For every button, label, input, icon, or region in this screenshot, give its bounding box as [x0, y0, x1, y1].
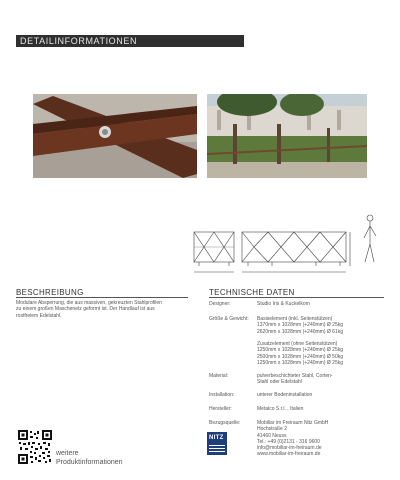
bezugsquelle-line: Mobiliar im Freiraum Nitz GmbH: [257, 420, 329, 426]
designer-value: [257, 301, 310, 307]
groesse-line: 1250mm x 1028mm (+240mm) Ø 25kg: [257, 360, 344, 367]
groesse-line: 1250mm x 1028mm (+240mm) Ø 25kg: [257, 347, 344, 354]
material-label: Material:: [209, 373, 229, 379]
barrier-dimension-drawing: [190, 208, 390, 288]
designer-line: Studio Iris & Kuckelkorn: [257, 301, 311, 307]
bezugsquelle-label: Bezugsquelle:: [209, 420, 241, 426]
beschreibung-line: rostfreiem Edelstahl.: [16, 312, 62, 319]
bezugsquelle-value: [257, 420, 328, 458]
beschreibung-line: Modulare Absperrung, die aus massiven, gekreuzten Stahlprofilen: [16, 300, 162, 306]
more-line-2: Produktinformationen: [56, 459, 123, 466]
nitz-logo: [207, 432, 227, 455]
groesse-label: Größe & Gewicht:: [209, 316, 249, 322]
groesse-line: Zusatzelement (ohne Seitenstützen): [257, 341, 338, 348]
groesse-value: [257, 316, 343, 366]
bezugsquelle-line: Tel.: +49 (0)2131 - 316 9600: [257, 438, 320, 445]
detail-photo-graphic: [33, 94, 197, 178]
material-line: Stahl oder Edelstahl: [257, 379, 302, 386]
beschreibung-title: BESCHREIBUNG: [16, 288, 84, 297]
material-value: [257, 373, 333, 386]
nitz-logo-text: NITZ: [209, 435, 224, 441]
groesse-line: Basiselement (inkl. Seitenstützen): [257, 316, 333, 322]
material-line: pulverbeschichteter Stahl, Corten-: [257, 373, 333, 379]
more-product-info-link[interactable]: [56, 449, 123, 467]
logo-stripe: [209, 451, 225, 452]
detail-photo-crossing-bars: [33, 94, 197, 178]
beschreibung-rule: [16, 297, 188, 298]
section-header-title: DETAILINFORMATIONEN: [20, 36, 138, 46]
logo-stripe: [209, 445, 225, 446]
bezugsquelle-line: Hochstraße 2: [257, 426, 288, 433]
installation-line: unterer Bodeninstallation: [257, 392, 313, 398]
bezugsquelle-line: 41460 Neuss: [257, 432, 287, 439]
technische-daten-rule: [209, 297, 384, 298]
bezugsquelle-line[interactable]: www.mobiliar-im-freiraum.de: [257, 451, 321, 458]
hersteller-label: Hersteller:: [209, 406, 232, 412]
bezugsquelle-line[interactable]: info@mobiliar-im-freiraum.de: [257, 445, 322, 452]
groesse-line: 2620mm x 1028mm (+240mm) Ø 61kg: [257, 328, 344, 335]
qr-code-icon[interactable]: [18, 430, 52, 464]
technische-daten-title: TECHNISCHE DATEN: [209, 288, 295, 297]
section-header: [16, 35, 244, 47]
installation-value: [257, 392, 312, 398]
groesse-line: 1370mm x 1028mm (+240mm) Ø 25kg: [257, 322, 344, 329]
park-photo: [207, 94, 367, 178]
park-photo-graphic: [207, 94, 367, 178]
hersteller-value: [257, 406, 303, 412]
hersteller-line: Metalco S.r.l. , Italien: [257, 406, 304, 412]
beschreibung-text: [16, 300, 162, 319]
logo-stripe: [209, 448, 225, 449]
more-line-1: weitere: [56, 450, 79, 457]
designer-label: Designer:: [209, 301, 231, 307]
beschreibung-line: zu einem großen Maschenetz geformt ist. Der Handlauf ist aus: [16, 306, 155, 313]
installation-label: Installation:: [209, 392, 235, 398]
groesse-line: 2500mm x 1028mm (+240mm) Ø 50kg: [257, 353, 344, 360]
